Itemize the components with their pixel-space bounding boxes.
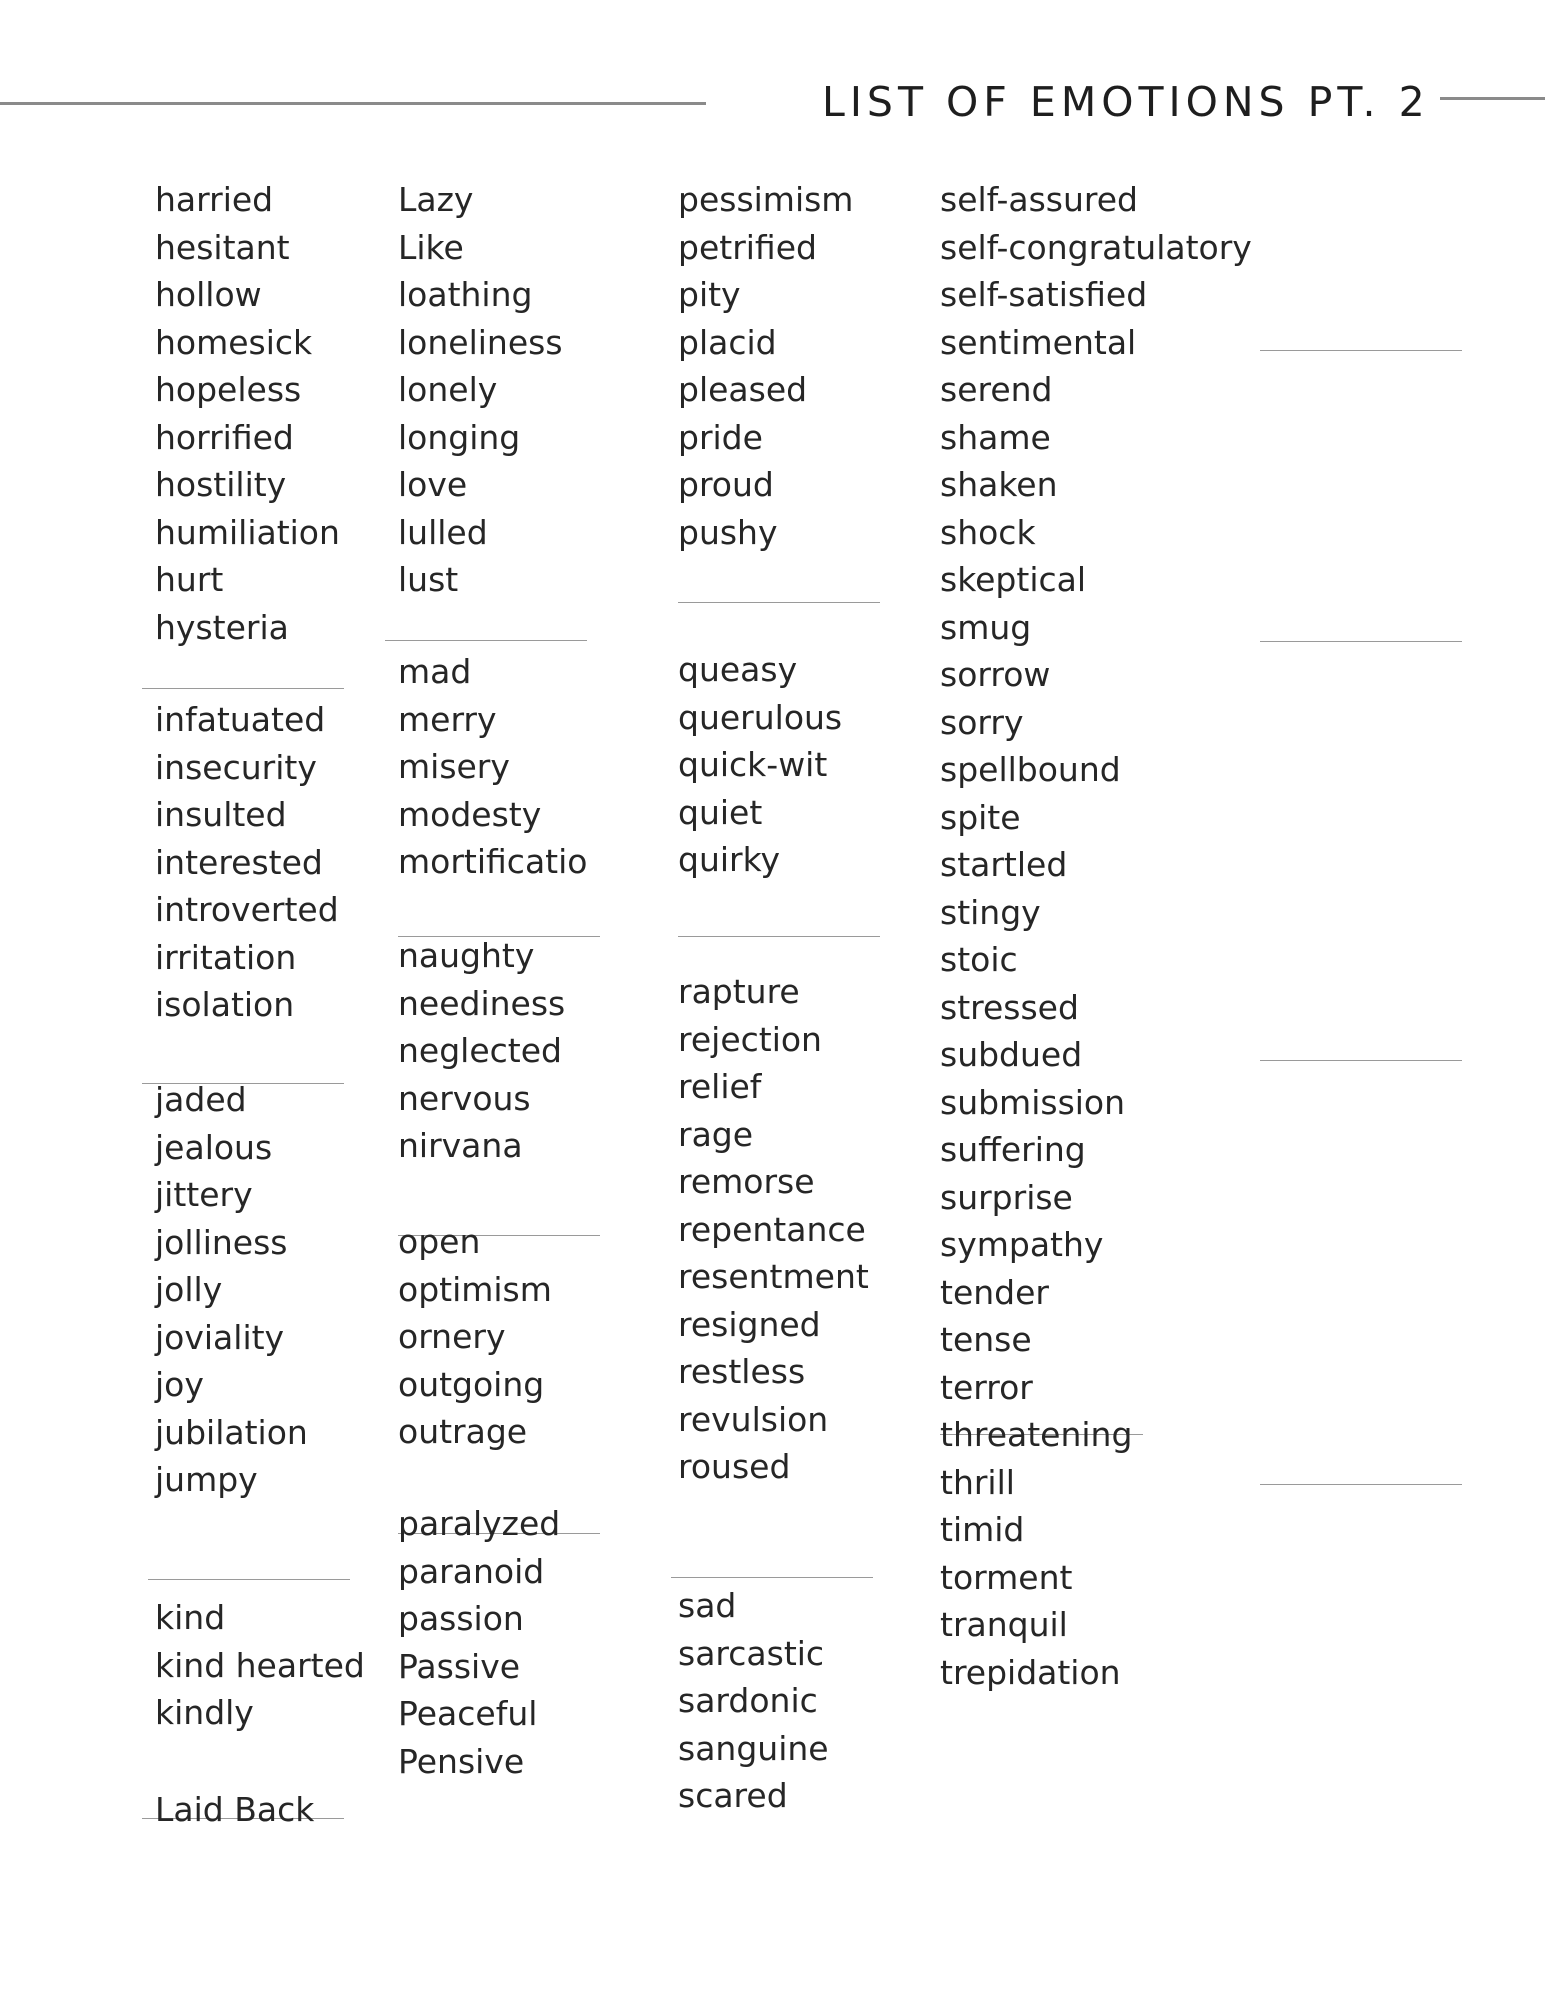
emotion-word: joviality bbox=[155, 1317, 285, 1357]
emotion-word: pushy bbox=[678, 512, 778, 552]
emotion-word: insulted bbox=[155, 795, 287, 834]
emotion-word: modesty bbox=[398, 794, 542, 834]
emotion-word: outrage bbox=[398, 1412, 528, 1451]
emotion-word: subdued bbox=[940, 1035, 1083, 1074]
margin-rule-2 bbox=[1260, 641, 1462, 642]
separator-q-r bbox=[678, 936, 880, 937]
emotion-word: neglected bbox=[398, 1031, 562, 1070]
emotion-word: irritation bbox=[155, 937, 297, 977]
emotion-word: terror bbox=[940, 1367, 1033, 1407]
emotion-word: optimism bbox=[398, 1269, 552, 1309]
emotion-word: naughty bbox=[398, 936, 535, 975]
emotion-word: queasy bbox=[678, 650, 798, 689]
emotion-word: passion bbox=[398, 1599, 524, 1638]
emotion-word: Peaceful bbox=[398, 1694, 538, 1733]
emotion-word: stoic bbox=[940, 940, 1018, 979]
emotion-word: surprise bbox=[940, 1177, 1073, 1217]
emotion-word: resigned bbox=[678, 1304, 821, 1344]
emotion-word: startled bbox=[940, 845, 1068, 884]
emotion-word: lust bbox=[398, 560, 459, 599]
emotion-word: spellbound bbox=[940, 750, 1121, 789]
emotion-word: hopeless bbox=[155, 370, 302, 409]
emotion-word: torment bbox=[940, 1557, 1073, 1597]
emotion-word: lonely bbox=[398, 370, 498, 409]
emotion-word: rage bbox=[678, 1114, 754, 1154]
emotion-word: hollow bbox=[155, 275, 262, 314]
emotion-word: ornery bbox=[398, 1317, 506, 1356]
emotion-word: stingy bbox=[940, 892, 1041, 932]
margin-rule-4 bbox=[1260, 1484, 1462, 1485]
emotion-word: lulled bbox=[398, 512, 488, 552]
emotion-word: jealous bbox=[155, 1127, 273, 1167]
emotion-word: merry bbox=[398, 699, 497, 739]
emotion-word: remorse bbox=[678, 1162, 815, 1201]
emotion-word: skeptical bbox=[940, 560, 1087, 599]
emotion-word: spite bbox=[940, 797, 1021, 837]
emotion-word: tense bbox=[940, 1320, 1032, 1359]
emotion-word: Laid Back bbox=[155, 1790, 315, 1829]
emotion-word: Lazy bbox=[398, 180, 474, 219]
emotion-word: nirvana bbox=[398, 1126, 523, 1165]
emotion-word: shaken bbox=[940, 465, 1058, 504]
emotion-word: longing bbox=[398, 417, 521, 457]
emotion-word: stressed bbox=[940, 987, 1079, 1027]
emotion-word: pleased bbox=[678, 370, 808, 409]
emotion-word: jaded bbox=[155, 1080, 247, 1119]
emotion-word: serend bbox=[940, 370, 1053, 409]
emotion-word: hysteria bbox=[155, 607, 289, 647]
emotion-word: roused bbox=[678, 1447, 791, 1486]
emotion-word: sentimental bbox=[940, 322, 1137, 362]
emotion-word: pity bbox=[678, 275, 741, 314]
emotion-word: joy bbox=[155, 1365, 204, 1404]
emotion-word: sardonic bbox=[678, 1681, 818, 1720]
emotion-word: mortificatio bbox=[398, 842, 588, 881]
emotion-word: smug bbox=[940, 607, 1032, 647]
emotion-word: sad bbox=[678, 1586, 737, 1625]
emotion-word: revulsion bbox=[678, 1399, 829, 1439]
emotion-word: Passive bbox=[398, 1646, 521, 1686]
emotion-word: loneliness bbox=[398, 322, 563, 362]
emotion-word: Pensive bbox=[398, 1741, 525, 1781]
emotion-word: quiet bbox=[678, 792, 763, 832]
emotion-word: infatuated bbox=[155, 700, 326, 739]
emotion-word: querulous bbox=[678, 697, 843, 737]
emotion-word: scared bbox=[678, 1776, 788, 1815]
emotion-word: homesick bbox=[155, 322, 313, 362]
emotion-word: neediness bbox=[398, 983, 566, 1023]
emotion-word: pessimism bbox=[678, 180, 854, 219]
separator-j-k bbox=[148, 1579, 350, 1580]
emotion-word: introverted bbox=[155, 890, 339, 929]
separator-p-q bbox=[678, 602, 880, 603]
separator-r-s bbox=[671, 1577, 873, 1578]
emotion-word: repentance bbox=[678, 1209, 866, 1249]
emotion-word: resentment bbox=[678, 1257, 869, 1296]
emotion-word: shock bbox=[940, 512, 1036, 552]
emotion-word: jubilation bbox=[155, 1412, 308, 1452]
emotion-word: shame bbox=[940, 417, 1051, 457]
separator-h-i bbox=[142, 688, 344, 689]
emotion-word: hostility bbox=[155, 465, 287, 504]
emotion-word: self-satisfied bbox=[940, 275, 1148, 314]
emotion-word: open bbox=[398, 1222, 481, 1261]
emotion-word: pride bbox=[678, 417, 763, 457]
margin-rule-1 bbox=[1260, 350, 1462, 351]
emotion-word: tranquil bbox=[940, 1605, 1068, 1644]
emotion-word: kindly bbox=[155, 1693, 254, 1732]
emotion-word: nervous bbox=[398, 1078, 531, 1118]
emotion-word: horrified bbox=[155, 417, 294, 457]
emotion-word: suffering bbox=[940, 1130, 1086, 1169]
emotion-word: jolly bbox=[155, 1270, 223, 1309]
emotion-word: hurt bbox=[155, 560, 224, 599]
emotion-word: sanguine bbox=[678, 1728, 829, 1768]
header-rule-right bbox=[1440, 97, 1545, 100]
emotion-word: kind bbox=[155, 1598, 226, 1637]
page-title: LIST OF EMOTIONS PT. 2 bbox=[822, 78, 1430, 126]
emotion-word: jittery bbox=[155, 1175, 253, 1214]
emotion-word: Like bbox=[398, 227, 464, 267]
emotion-word: rejection bbox=[678, 1019, 822, 1059]
emotion-word: paranoid bbox=[398, 1551, 545, 1591]
emotion-word: self-assured bbox=[940, 180, 1138, 219]
emotion-word: loathing bbox=[398, 275, 533, 314]
emotion-word: kind hearted bbox=[155, 1645, 365, 1685]
emotion-word: interested bbox=[155, 842, 323, 882]
emotion-word: self-congratulatory bbox=[940, 227, 1252, 267]
emotion-word: quirky bbox=[678, 840, 781, 879]
emotion-word: sarcastic bbox=[678, 1633, 825, 1673]
header-rule-left bbox=[0, 102, 706, 105]
emotion-word: jumpy bbox=[155, 1460, 258, 1499]
emotion-word: timid bbox=[940, 1510, 1025, 1549]
margin-rule-3 bbox=[1260, 1060, 1462, 1061]
emotion-word: paralyzed bbox=[398, 1504, 561, 1543]
emotion-word: petrified bbox=[678, 227, 817, 267]
emotion-word: sorrow bbox=[940, 655, 1051, 694]
emotion-word: misery bbox=[398, 747, 510, 786]
emotion-word: proud bbox=[678, 465, 774, 504]
emotion-word: love bbox=[398, 465, 468, 504]
emotion-word: jolliness bbox=[155, 1222, 288, 1262]
emotion-word: sorry bbox=[940, 702, 1024, 742]
emotion-word: hesitant bbox=[155, 227, 290, 267]
emotion-word: humiliation bbox=[155, 512, 340, 552]
emotion-word: mad bbox=[398, 652, 472, 691]
emotion-word: insecurity bbox=[155, 747, 317, 787]
emotion-word: relief bbox=[678, 1067, 762, 1106]
emotion-word: sympathy bbox=[940, 1225, 1104, 1264]
emotion-word: submission bbox=[940, 1082, 1126, 1122]
emotion-word: threatening bbox=[940, 1415, 1133, 1454]
emotion-word: quick-wit bbox=[678, 745, 828, 784]
separator-l-m bbox=[385, 640, 587, 641]
emotion-word: rapture bbox=[678, 972, 800, 1011]
emotion-word: isolation bbox=[155, 985, 295, 1024]
emotion-word: tender bbox=[940, 1272, 1049, 1312]
emotion-word: outgoing bbox=[398, 1364, 545, 1404]
emotion-word: thrill bbox=[940, 1462, 1015, 1502]
emotion-word: restless bbox=[678, 1352, 806, 1391]
emotion-word: placid bbox=[678, 322, 777, 362]
emotion-word: harried bbox=[155, 180, 274, 219]
emotion-word: trepidation bbox=[940, 1652, 1121, 1692]
